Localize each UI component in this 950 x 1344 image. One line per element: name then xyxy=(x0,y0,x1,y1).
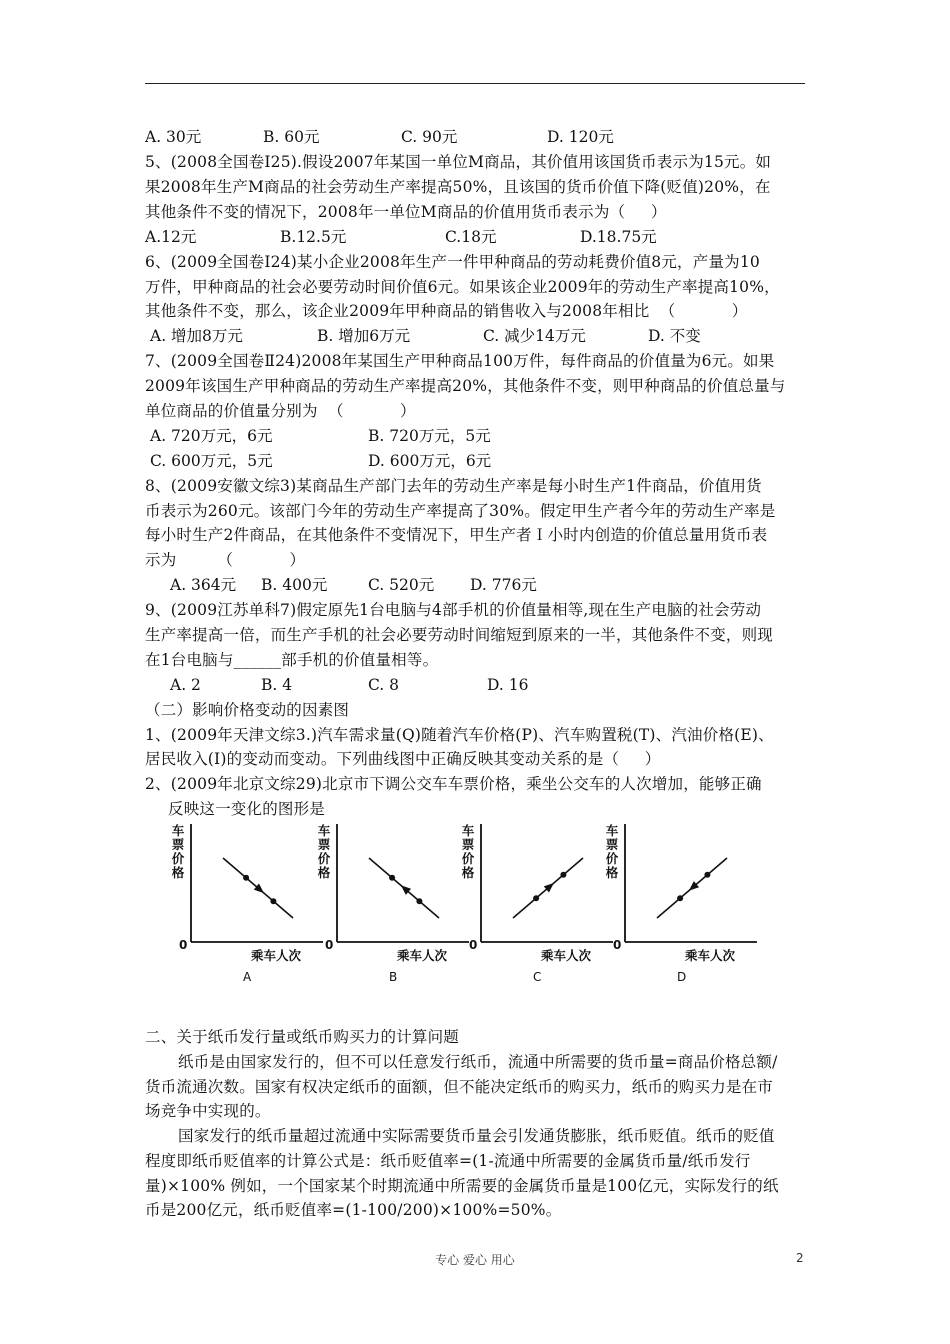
section-heading: （二）影响价格变动的因素图 xyxy=(145,701,350,719)
q9-line-1: 9、(2009江苏单科7)假定原先1台电脑与4部手机的价值量相等,现在生产电脑的社会劳动 xyxy=(145,601,762,619)
q8-line-2: 币表示为260元。该部门今年的劳动生产率提高了30%。假定甲生产者今年的劳动生产率是 xyxy=(145,502,776,520)
q5-line-2: 果2008年生产M商品的社会劳动生产率提高50%，且该国的货币价值下降(贬值)20%，在 xyxy=(145,178,771,196)
q5-line-1: 5、(2008全国卷Ⅰ25).假设2007年某国一单位M商品，其价值用该国货币表示为15元。如 xyxy=(145,153,772,171)
graph-option-label: A xyxy=(243,970,252,984)
q6-line-1: 6、(2009全国卷Ⅰ24)某小企业2008年生产一件甲种商品的劳动耗费价值8元，产量为10 xyxy=(145,253,760,271)
q9-line-3: 在1台电脑与______部手机的价值量相等。 xyxy=(145,651,439,669)
graph-option-label: C xyxy=(533,970,542,984)
data-point xyxy=(533,895,539,901)
part2-p1-line-3: 场竞争中实现的。 xyxy=(145,1102,271,1120)
q5-option-c: C.18元 xyxy=(445,228,497,246)
price-q2-line-2: 反映这一变化的图形是 xyxy=(168,800,326,818)
q9-line-2: 生产率提高一倍，而生产手机的社会必要劳动时间缩短到原来的一半，其他条件不变，则现 xyxy=(145,626,774,644)
q7-line-3: 单位商品的价值量分别为 （ ） xyxy=(145,402,416,420)
graph-a xyxy=(171,822,334,994)
x-axis-label: 乘车人次 xyxy=(397,948,448,963)
graph-option-label: D xyxy=(677,970,687,984)
graph-svg xyxy=(461,822,621,952)
q9-option-b: B. 4 xyxy=(261,676,293,694)
graph-b xyxy=(317,822,477,994)
q5-option-a: A.12元 xyxy=(145,228,197,246)
graph-svg xyxy=(605,822,765,952)
page-number: 2 xyxy=(796,1251,804,1265)
q8-option-a: A. 364元 xyxy=(170,576,237,594)
q9-option-d: D. 16 xyxy=(487,676,529,694)
q8-option-b: B. 400元 xyxy=(261,576,328,594)
part2-p1-line-1: 纸币是由国家发行的，但不可以任意发行纸币，流通中所需要的货币量=商品价格总额/ xyxy=(178,1053,778,1071)
q7-line-2: 2009年该国生产甲种商品的劳动生产率提高20%，其他条件不变，则甲种商品的价值总量与 xyxy=(145,377,786,395)
part2-p1-line-2: 货币流通次数。国家有权决定纸币的面额，但不能决定纸币的购买力，纸币的购买力是在市 xyxy=(145,1078,774,1096)
part2-p2-line-4: 币是200亿元，纸币贬值率=(1-100/200)×100%=50%。 xyxy=(145,1201,562,1219)
origin-label: 0 xyxy=(613,938,622,952)
graph-options xyxy=(145,822,785,994)
q6-option-d: D. 不变 xyxy=(648,327,701,345)
graph-d xyxy=(605,822,765,994)
q7-option-b: B. 720万元，5元 xyxy=(368,427,491,445)
data-point xyxy=(389,875,395,881)
q9-option-c: C. 8 xyxy=(368,676,400,694)
graph-svg xyxy=(317,822,477,952)
data-point xyxy=(270,898,276,904)
data-point xyxy=(704,872,710,878)
q4-option-c: C. 90元 xyxy=(401,128,458,146)
y-axis-label: 车 票 价 格 xyxy=(317,823,331,880)
q4-option-d: D. 120元 xyxy=(547,128,614,146)
q7-option-a: A. 720万元，6元 xyxy=(150,427,273,445)
graph-c xyxy=(461,822,621,994)
origin-label: 0 xyxy=(179,938,188,952)
q8-line-4: 示为 （ ） xyxy=(145,551,306,569)
y-axis-label: 车 票 价 格 xyxy=(171,823,185,880)
origin-label: 0 xyxy=(325,938,334,952)
price-q1-line-1: 1、(2009年天津文综3.)汽车需求量(Q)随着汽车价格(P)、汽车购置税(T)、汽油价格(E)、 xyxy=(145,726,774,744)
data-point xyxy=(416,898,422,904)
header-rule xyxy=(145,83,805,84)
x-axis-label: 乘车人次 xyxy=(251,948,302,963)
price-q1-line-2: 居民收入(I)的变动而变动。下列曲线图中正确反映其变动关系的是（ ） xyxy=(145,750,661,768)
q8-option-c: C. 520元 xyxy=(368,576,435,594)
part2-heading: 二、关于纸币发行量或纸币购买力的计算问题 xyxy=(145,1028,460,1046)
q9-option-a: A. 2 xyxy=(170,676,201,694)
q7-option-c: C. 600万元，5元 xyxy=(150,452,273,470)
q6-option-c: C. 减少14万元 xyxy=(483,327,586,345)
q7-option-d: D. 600万元，6元 xyxy=(368,452,492,470)
q5-option-b: B.12.5元 xyxy=(280,228,347,246)
x-axis-label: 乘车人次 xyxy=(541,948,592,963)
y-axis-label: 车 票 价 格 xyxy=(605,823,619,880)
origin-label: 0 xyxy=(469,938,478,952)
data-point xyxy=(560,872,566,878)
graph-option-label: B xyxy=(389,970,398,984)
q5-option-d: D.18.75元 xyxy=(580,228,657,246)
data-point xyxy=(243,875,249,881)
q4-option-a: A. 30元 xyxy=(145,128,202,146)
q8-line-1: 8、(2009安徽文综3)某商品生产部门去年的劳动生产率是每小时生产1件商品，价值用货 xyxy=(145,477,762,495)
page-footer: 专心 爱心 用心 xyxy=(435,1253,515,1267)
q6-option-a: A. 增加8万元 xyxy=(150,327,243,345)
q6-option-b: B. 增加6万元 xyxy=(317,327,411,345)
y-axis-label: 车 票 价 格 xyxy=(461,823,475,880)
q6-line-3: 其他条件不变，那么，该企业2009年甲种商品的销售收入与2008年相比 （ ） xyxy=(145,302,748,320)
q5-line-3: 其他条件不变的情况下，2008年一单位M商品的价值用货币表示为（ ） xyxy=(145,203,667,221)
data-point xyxy=(677,895,683,901)
part2-p2-line-1: 国家发行的纸币量超过流通中实际需要货币量会引发通货膨胀，纸币贬值。纸币的贬值 xyxy=(178,1127,775,1145)
graph-svg xyxy=(171,822,334,952)
q4-option-b: B. 60元 xyxy=(263,128,320,146)
part2-p2-line-3: 量)×100% 例如，一个国家某个时期流通中所需要的金属货币量是100亿元，实际发行的纸 xyxy=(145,1177,779,1195)
x-axis-label: 乘车人次 xyxy=(685,948,736,963)
q6-line-2: 万件，甲种商品的社会必要劳动时间价值6元。如果该企业2009年的劳动生产率提高10%， xyxy=(145,278,780,296)
q8-line-3: 每小时生产2件商品，在其他条件不变情况下，甲生产者Ｉ小时内创造的价值总量用货币表 xyxy=(145,526,768,544)
q7-line-1: 7、(2009全国卷Ⅱ24)2008年某国生产甲种商品100万件，每件商品的价值量为6元。如果 xyxy=(145,352,775,370)
part2-p2-line-2: 程度即纸币贬值率的计算公式是：纸币贬值率=(1-流通中所需要的金属货币量/纸币发行 xyxy=(145,1152,751,1170)
price-q2-line-1: 2、(2009年北京文综29)北京市下调公交车车票价格，乘坐公交车的人次增加，能够正确 xyxy=(145,775,762,793)
q8-option-d: D. 776元 xyxy=(470,576,537,594)
